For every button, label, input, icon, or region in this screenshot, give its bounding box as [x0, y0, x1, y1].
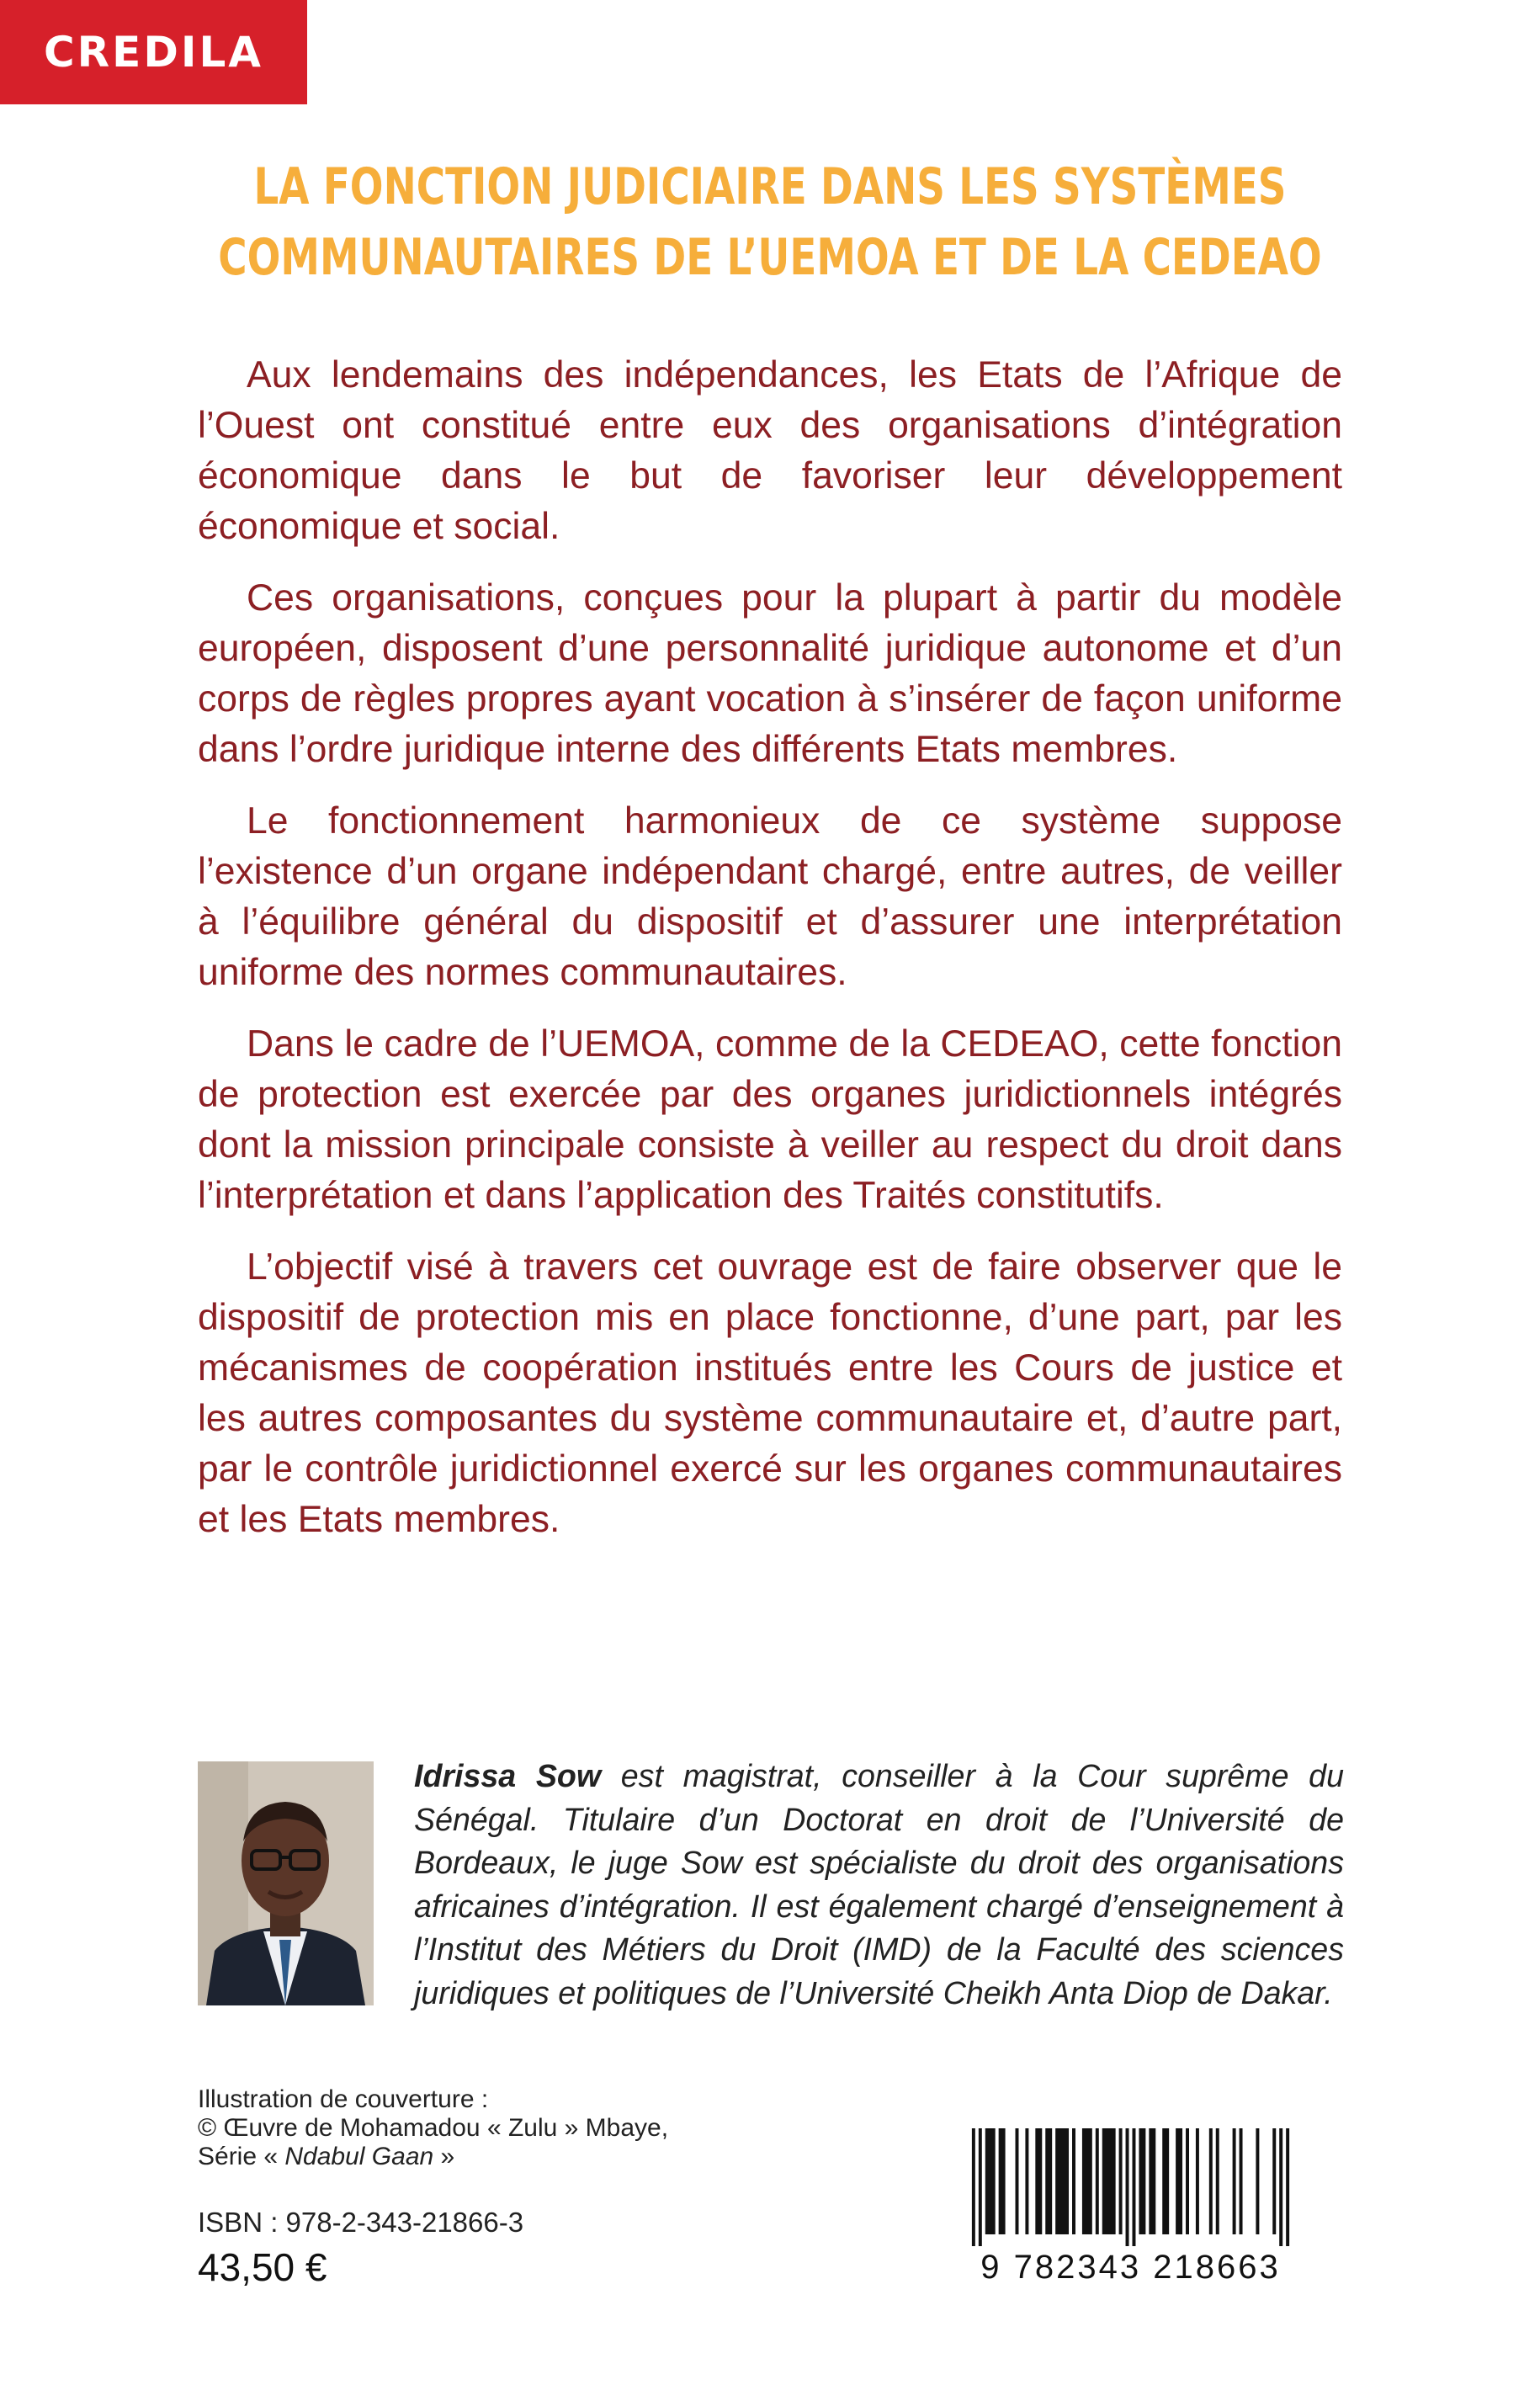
barcode-bar-16 — [1139, 2128, 1145, 2234]
author-photo — [198, 1761, 374, 2005]
barcode-bar-27 — [1272, 2128, 1276, 2234]
barcode-bar-2 — [985, 2128, 996, 2234]
barcode-bar-17 — [1149, 2128, 1155, 2234]
cover-credits-line-1: Illustration de couverture : — [198, 2085, 489, 2113]
barcode-bar-21 — [1196, 2128, 1199, 2234]
barcode-icon — [959, 2128, 1303, 2246]
barcode-bar-10 — [1082, 2128, 1092, 2234]
blurb-paragraph-5: L’objectif visé à travers cet ouvrage est de faire observer que le dispositif de protection mis en place fonctionne, d’une part, par les mécanismes de coopération institués entre les Cours de justice et les autres composantes du système communautaire et, d’autre part, par le contrôle juridictionnel exercé sur les organes communautaires et les Etats membres. — [198, 1246, 1342, 1540]
author-bio-text: est magistrat, conseiller à la Cour suprême du Sénégal. Titulaire d’un Doctorat en droit de l’Université de Bordeaux, le juge Sow est spécialiste du droit des organisations africaines d’intégration. Il est également chargé d’enseignement à l’Institut des Métiers du Droit (IMD) de la Faculté des sciences juridiques et politiques de l’Université Cheikh Anta Diop de Dakar. — [414, 1758, 1344, 2011]
series-prefix: Série « — [198, 2143, 285, 2170]
barcode-bar-13 — [1119, 2128, 1123, 2234]
isbn: ISBN : 978-2-343-21866-3 — [198, 2207, 524, 2238]
barcode-bar-4 — [1016, 2128, 1019, 2234]
barcode-bar-23 — [1216, 2128, 1219, 2234]
author-name: Idrissa Sow — [414, 1758, 602, 1793]
barcode-bar-8 — [1055, 2128, 1069, 2234]
cover-credits-line-2: © Œuvre de Mohamadou « Zulu » Mbaye, — [198, 2114, 669, 2142]
barcode-bar-18 — [1162, 2128, 1169, 2234]
blurb-paragraph-1: Aux lendemains des indépendances, les Etats de l’Afrique de l’Ouest ont constitué entre eux des organisations d’intégration économique dans le but de favoriser leur développement économique et social. — [198, 354, 1342, 547]
blurb-paragraph-4: Dans le cadre de l’UEMOA, comme de la CEDEAO, cette fonction de protection est exercée par des organes juridictionnels intégrés dont la mission principale consiste à veiller au respect du droit dans l’interprétation et dans l’application des Traités constitutifs. — [198, 1023, 1342, 1216]
blurb-paragraph-3: Le fonctionnement harmonieux de ce système suppose l’existence d’un organe indépendant chargé, entre autres, de veiller à l’équilibre général du dispositif et d’assurer une interprétation uniforme des normes communautaires. — [198, 800, 1342, 993]
book-title — [169, 151, 1370, 293]
author-bio — [414, 1755, 1344, 2015]
barcode-bar-0 — [972, 2128, 975, 2246]
barcode — [959, 2128, 1303, 2343]
barcode-bar-25 — [1240, 2128, 1243, 2234]
barcode-bar-29 — [1286, 2128, 1289, 2246]
blurb-paragraph-2: Ces organisations, conçues pour la plupart à partir du modèle européen, disposent d’une personnalité juridique autonome et d’un corps de règles propres ayant vocation à s’insérer de façon uniforme dans l’ordre juridique interne des différents Etats membres. — [198, 577, 1342, 770]
cover-credits-line-3 — [198, 2143, 787, 2171]
barcode-bar-11 — [1096, 2128, 1099, 2234]
series-suffix: » — [433, 2143, 455, 2170]
publisher-brand-text: CREDILA — [43, 28, 263, 77]
barcode-bar-24 — [1233, 2128, 1236, 2234]
price: 43,50 € — [198, 2245, 327, 2289]
barcode-digits: 9 782343 218663 — [980, 2249, 1281, 2286]
barcode-bar-9 — [1072, 2128, 1075, 2234]
barcode-bar-3 — [999, 2128, 1006, 2234]
barcode-bar-14 — [1126, 2128, 1129, 2246]
barcode-bar-1 — [979, 2128, 982, 2246]
barcode-bar-28 — [1279, 2128, 1282, 2246]
book-title-line-1: LA FONCTION JUDICIAIRE DANS LES SYSTÈMES — [253, 157, 1287, 216]
barcode-bar-19 — [1176, 2128, 1182, 2234]
barcode-bar-5 — [1025, 2128, 1028, 2234]
barcode-bar-20 — [1186, 2128, 1189, 2234]
barcode-bar-15 — [1132, 2128, 1135, 2246]
book-title-line-2: COMMUNAUTAIRES DE L’UEMOA ET DE LA CEDEAO — [218, 228, 1322, 287]
barcode-bar-7 — [1045, 2128, 1052, 2234]
publisher-logo — [0, 0, 307, 104]
cover-credits — [198, 2085, 787, 2171]
barcode-bar-6 — [1035, 2128, 1042, 2234]
barcode-bar-22 — [1209, 2128, 1213, 2234]
barcode-bar-26 — [1256, 2128, 1259, 2234]
author-portrait-icon — [198, 1761, 374, 2005]
blurb — [198, 350, 1342, 1566]
barcode-bar-12 — [1102, 2128, 1116, 2234]
series-title: Ndabul Gaan — [284, 2143, 434, 2170]
